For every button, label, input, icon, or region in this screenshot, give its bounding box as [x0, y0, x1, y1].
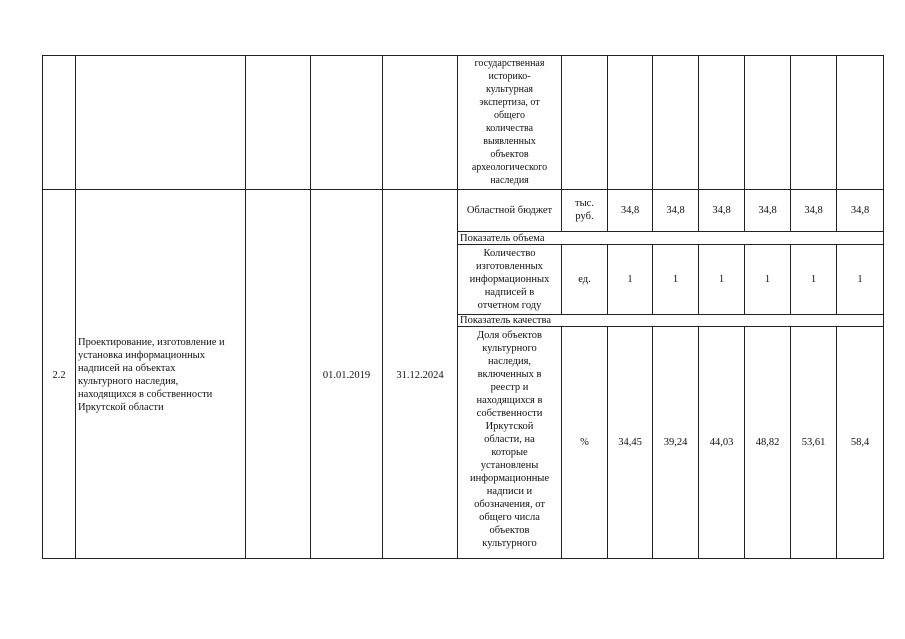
- budget-value-6: 34,8: [850, 205, 870, 216]
- col-border-2: [245, 55, 246, 559]
- budget-value-1: 34,8: [620, 205, 640, 216]
- volume-value-4: 1: [764, 274, 771, 285]
- quality-value-5: 53,61: [801, 437, 826, 448]
- row-name: Проектирование, изготовление и установка информационных надписей на объектах культурного наследия, находящихся в собственности Иркутской области: [78, 337, 225, 413]
- col-border-4: [382, 55, 383, 559]
- budget-value-2: 34,8: [666, 205, 685, 216]
- col-border-13: [883, 55, 884, 559]
- volume-value-1: 1: [627, 274, 633, 285]
- quality-value-2: 39,24: [663, 437, 688, 448]
- budget-value-4: 34,8: [758, 205, 777, 216]
- col-border-0: [42, 55, 43, 559]
- budget-label: Областной бюджет: [466, 205, 553, 216]
- volume-value-3: 1: [718, 274, 725, 285]
- table-border-top: [42, 55, 884, 56]
- volume-value-6: 1: [857, 274, 863, 285]
- start-date: 01.01.2019: [322, 370, 371, 381]
- row-separator: [42, 189, 884, 190]
- budget-value-3: 34,8: [712, 205, 731, 216]
- quality-value-6: 58,4: [850, 437, 870, 448]
- end-date: 31.12.2024: [396, 370, 444, 381]
- table-border-bottom: [42, 558, 884, 559]
- quality-value-3: 44,03: [709, 437, 734, 448]
- quality-value-4: 48,82: [755, 437, 780, 448]
- top-indicator-text: государственная историко- культурная экспертиза, от общего количества выявленных объектов археологического наследия: [471, 58, 548, 186]
- col-border-3: [310, 55, 311, 559]
- volume-label: Количество изготовленных информационных надписей в отчетном году: [469, 248, 550, 311]
- volume-value-2: 1: [672, 274, 679, 285]
- quality-label: Доля объектов культурного наследия, включенных в реестр и находящихся в собственности Иркутской области, на которые установлены информационные надписи и обозначения, от общего числа объектов культурного: [469, 330, 550, 549]
- volume-value-5: 1: [810, 274, 817, 285]
- quality-value-1: 34,45: [618, 437, 642, 448]
- quality-unit: %: [580, 437, 589, 448]
- quality-section-label: Показатель качества: [460, 315, 551, 326]
- col-border-1: [75, 55, 76, 559]
- row-number: 2.2: [52, 370, 66, 381]
- budget-value-5: 34,8: [804, 205, 823, 216]
- volume-section-label: Показатель объема: [460, 233, 545, 244]
- budget-unit: тыс. руб.: [575, 198, 594, 222]
- volume-unit: ед.: [578, 274, 591, 285]
